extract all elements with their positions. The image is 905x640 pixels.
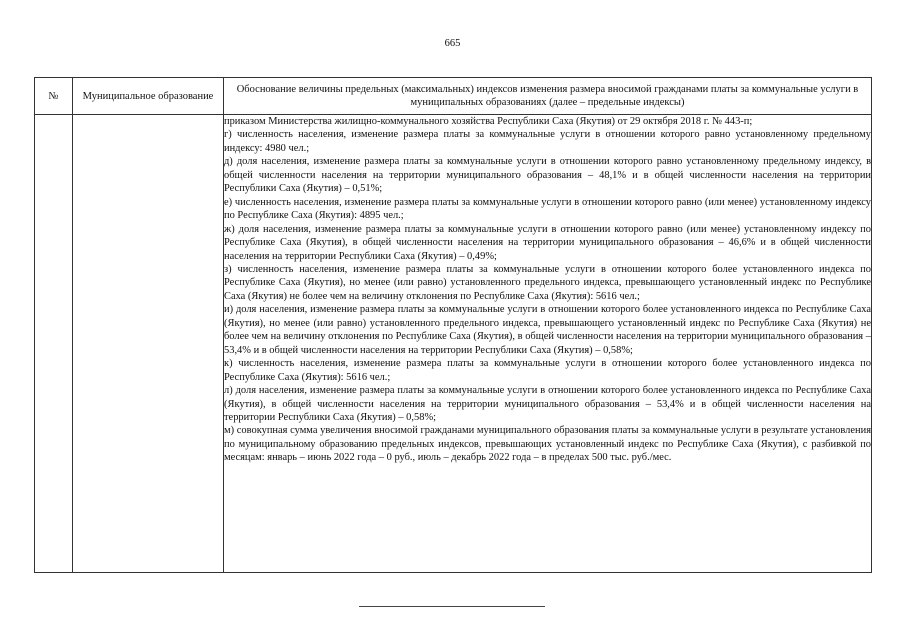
paragraph-order-ref: приказом Министерства жилищно-коммунального хозяйства Республики Саха (Якутия) от 29 октября 2018 г. № 443-п; (224, 116, 753, 127)
header-municipality (73, 78, 224, 115)
header-municipality-label: Муниципальное образование (82, 90, 214, 102)
paragraph-k: к) численность населения, изменение размера платы за коммунальные услуги в отношении которого более установленного индекса по Республике Саха (Якутия): 5616 чел.; (224, 358, 871, 383)
header-justification (224, 78, 872, 115)
table-row (35, 115, 872, 573)
paragraph-d: д) доля населения, изменение размера платы за коммунальные услуги в отношении которого равно установленному предельному индексу, в общей численности населения на территории муниципального образования – 48,1% и в общей численности населения на территории Республики Саха (Якутия) – 0,51%; (224, 156, 871, 195)
paragraph-zh: ж) доля населения, изменение размера платы за коммунальные услуги в отношении которого равно (или менее) установленному индексу по Республике Саха (Якутия), в общей численности населения на территории муниципального образования – 46,6% и в общей численности населения на территории Республики Саха (Якутия) – 0,49%; (224, 223, 871, 262)
header-number (35, 78, 73, 115)
footnote-separator (359, 606, 545, 607)
cell-justification (224, 115, 872, 573)
paragraph-e: е) численность населения, изменение размера платы за коммунальные услуги в отношении которого равно (или менее) установленному индексу по Республике Саха (Якутия): 4895 чел.; (224, 196, 871, 222)
paragraph-g: г) численность населения, изменение размера платы за коммунальные услуги в отношении которого равно установленному предельному индексу: 4980 чел.; (224, 129, 871, 154)
paragraph-m: м) совокупная сумма увеличения вносимой гражданами муниципального образования платы за коммунальные услуги в результате установления по муниципальному образованию предельных индексов, превышающих установленный индекс по Республике Саха (Якутия), с разбивкой по месяцам: январь – июнь 2022 года – 0 руб., июль – декабрь 2022 года – в пределах 500 тыс. руб./мес. (224, 425, 871, 464)
cell-number (35, 115, 73, 573)
table-header-row (35, 78, 872, 115)
cell-municipality (73, 115, 224, 573)
paragraph-z: з) численность населения, изменение размера платы за коммунальные услуги в отношении которого более установленного индекса по Республике Саха (Якутия), но менее (или равно) установленного предельного индекса, превышающего установленный индекс по Республике Саха (Якутия) не более чем на величину отклонения по Республике Саха (Якутия): 5616 чел.; (224, 263, 871, 302)
paragraph-l: л) доля населения, изменение размера платы за коммунальные услуги в отношении которого более установленного индекса по Республике Саха (Якутия), в общей численности населения на территории муниципального образования – 53,4% и в общей численности населения на территории Республики Саха (Якутия) – 0,58%; (224, 385, 871, 423)
page-number: 665 (444, 38, 461, 49)
header-justification-label: Обоснование величины предельных (максимальных) индексов изменения размера вносимой гражданами платы за коммунальные услуги в муниципальных образованиях (далее – предельные индексы) (236, 84, 859, 108)
paragraph-i: и) доля населения, изменение размера платы за коммунальные услуги в отношении которого более установленного индекса по Республике Саха (Якутия), но менее (или равно) установленного предельного индекса, превышающего установленный индекс по Республике Саха (Якутия) не более чем на величину отклонения по Республике Саха (Якутия), в общей численности населения на территории муниципального образования – 53,4% и в общей численности населения на территории Республики Саха (Якутия) – 0,58%; (224, 304, 871, 356)
justification-table (34, 77, 872, 573)
header-number-label: № (48, 90, 59, 102)
